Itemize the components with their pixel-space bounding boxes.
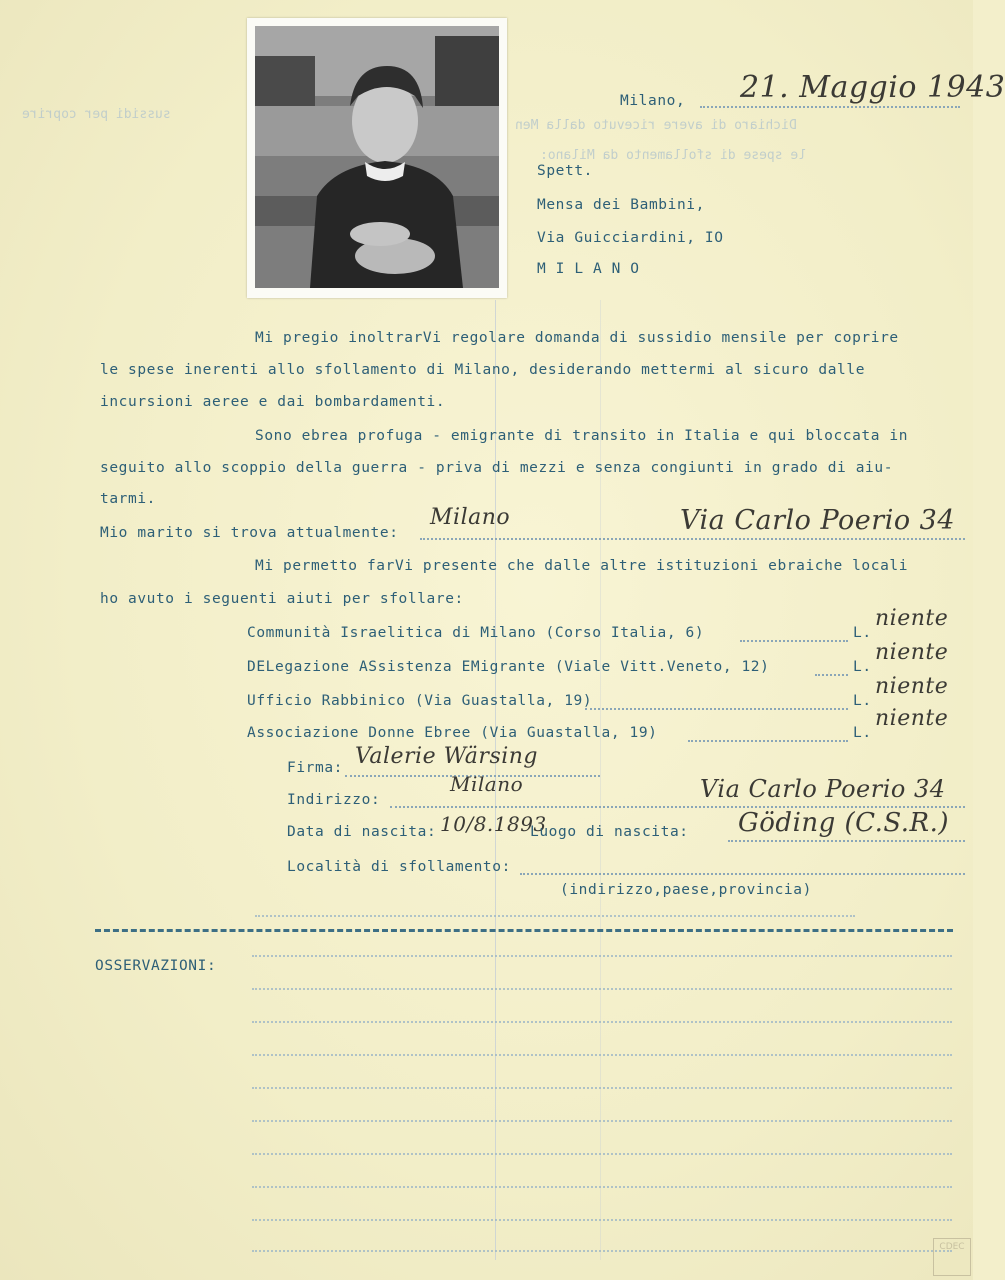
nascita-value: 10/8.1893 (440, 812, 547, 836)
husband-dots (420, 538, 965, 540)
observation-line (252, 1153, 952, 1155)
aid-label: Ufficio Rabbinico (Via Guastalla, 19) (247, 693, 593, 709)
aid-dots (815, 674, 848, 676)
ghost-text-line2: le spese di sfollamento da Milano: (540, 148, 807, 163)
aid-value: niente (875, 640, 949, 665)
indirizzo-city: Milano (450, 772, 524, 796)
aid-dots (688, 740, 848, 742)
attached-photo (247, 18, 507, 298)
para2-line3: tarmi. (100, 491, 156, 507)
sfollamento-hint: (indirizzo,paese,provincia) (560, 882, 812, 898)
date-dots (700, 106, 960, 108)
firma-label: Firma: (287, 760, 343, 776)
observation-line (252, 1120, 952, 1122)
aid-prefix: L. (853, 725, 872, 741)
ghost-text-left: sussidi per coprire (22, 107, 171, 122)
para3-line1: Mi permetto farVi presente che dalle altre istituzioni ebraiche locali (255, 558, 909, 574)
aid-value: niente (875, 674, 949, 699)
para3-line2: ho avuto i seguenti aiuti per sfollare: (100, 591, 464, 607)
form-bottom-dots (255, 915, 855, 917)
addressee-line-2: Mensa dei Bambini, (537, 197, 705, 213)
luogo-value: Göding (C.S.R.) (738, 808, 950, 838)
aid-value: niente (875, 606, 949, 631)
luogo-dots (728, 840, 965, 842)
portrait-photo (255, 26, 499, 288)
luogo-label: Luogo di nascita: (530, 824, 689, 840)
para2-line2: seguito allo scoppio della guerra - priva di mezzi e senza congiunti in grado di aiu- (100, 460, 894, 476)
observation-line (252, 1186, 952, 1188)
aid-prefix: L. (853, 625, 872, 641)
observation-line (252, 1087, 952, 1089)
archive-stamp: CDEC (933, 1238, 971, 1276)
observation-line (252, 988, 952, 990)
para1-line2: le spese inerenti allo sfollamento di Milano, desiderando mettermi al sicuro dalle (100, 362, 866, 378)
indirizzo-label: Indirizzo: (287, 792, 381, 808)
aid-label: DELegazione ASsistenza EMigrante (Viale Vitt.Veneto, 12) (247, 659, 770, 675)
margin-rule-faint (600, 300, 601, 1260)
aid-label: Communità Israelitica di Milano (Corso Italia, 6) (247, 625, 705, 641)
husband-label: Mio marito si trova attualmente: (100, 525, 399, 541)
addressee-line-1: Spett. (537, 163, 593, 179)
aid-label: Associazione Donne Ebree (Via Guastalla, 19) (247, 725, 658, 741)
husband-address: Via Carlo Poerio 34 (680, 505, 956, 536)
observation-line (252, 1219, 952, 1221)
section-divider (95, 929, 953, 932)
observation-line (252, 1021, 952, 1023)
para1-line1: Mi pregio inoltrarVi regolare domanda di sussidio mensile per coprire (255, 330, 899, 346)
observations-label: OSSERVAZIONI: (95, 958, 217, 974)
observation-line (252, 955, 952, 957)
observation-line (252, 1054, 952, 1056)
observation-line (252, 1250, 952, 1252)
para1-line3: incursioni aeree e dai bombardamenti. (100, 394, 446, 410)
husband-city: Milano (430, 505, 511, 530)
nascita-label: Data di nascita: (287, 824, 437, 840)
firma-signature: Valerie Wärsing (355, 744, 539, 769)
aid-dots (740, 640, 848, 642)
date-handwritten: 21. Maggio 1943 (740, 70, 1005, 105)
indirizzo-street: Via Carlo Poerio 34 (700, 775, 946, 803)
addressee-line-4: M I L A N O (537, 261, 640, 277)
sfollamento-dots (520, 873, 965, 875)
sfollamento-label: Località di sfollamento: (287, 859, 511, 875)
ghost-text-line1: Dichiaro di avere ricevuto dalla Men (515, 118, 797, 133)
aid-value: niente (875, 706, 949, 731)
aid-prefix: L. (853, 693, 872, 709)
para2-line1: Sono ebrea profuga - emigrante di transito in Italia e qui bloccata in (255, 428, 909, 444)
city-label: Milano, (620, 93, 686, 109)
aid-dots (585, 708, 848, 710)
addressee-line-3: Via Guicciardini, IO (537, 230, 724, 246)
aid-prefix: L. (853, 659, 872, 675)
